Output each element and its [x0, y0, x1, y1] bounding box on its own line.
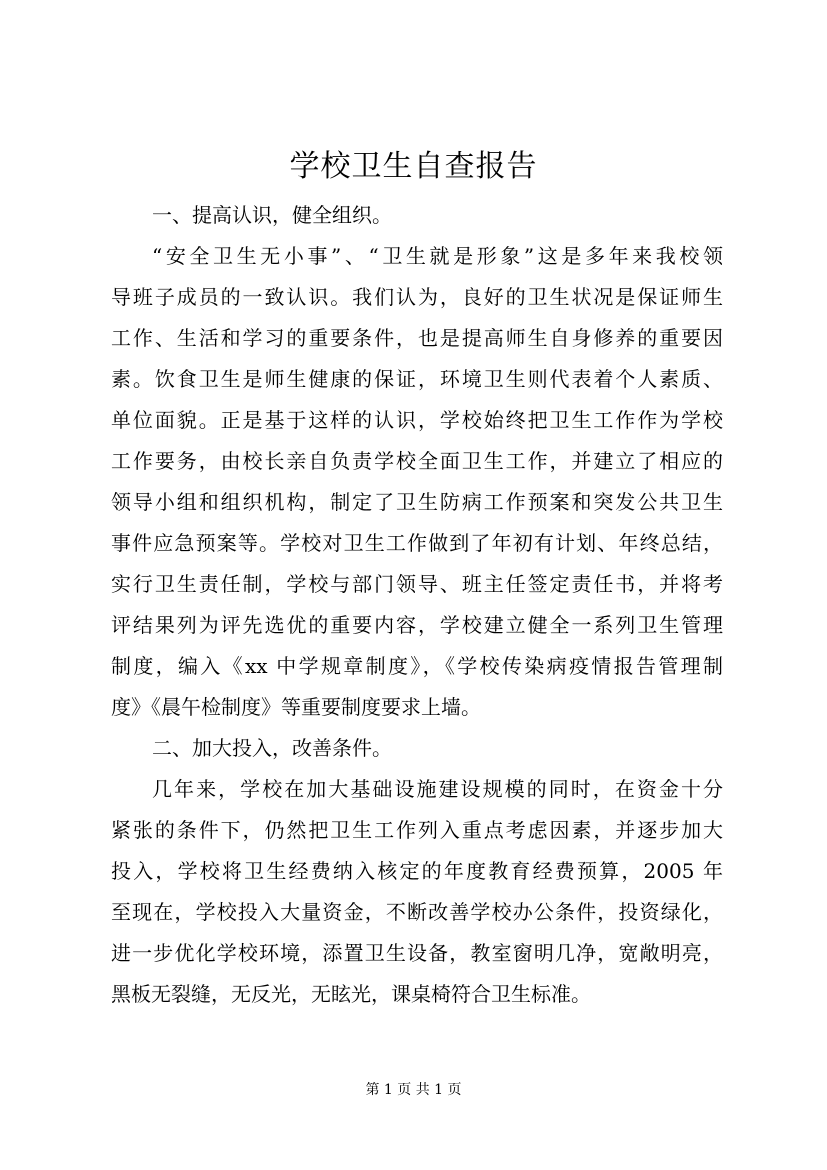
paragraph-line: 导班子成员的一致认识。我们认为，良好的卫生状况是保证师生: [111, 285, 723, 309]
paragraph-line: 度》《晨午检制度》等重要制度要求上墙。: [111, 695, 481, 719]
paragraph-line: 素。饮食卫生是师生健康的保证，环境卫生则代表着个人素质、: [111, 367, 723, 391]
paragraph-line: 投入，学校将卫生经费纳入核定的年度教育经费预算，2005 年: [111, 859, 723, 883]
paragraph-line: 评结果列为评先选优的重要内容，学校建立健全一系列卫生管理: [111, 613, 723, 637]
document-body: [111, 195, 723, 1015]
paragraph-line: “安全卫生无小事”、“卫生就是形象”这是多年来我校领: [152, 244, 723, 268]
paragraph-line: 紧张的条件下，仍然把卫生工作列入重点考虑因素，并逐步加大: [111, 818, 723, 842]
paragraph-line: 领导小组和组织机构，制定了卫生防病工作预案和突发公共卫生: [111, 490, 723, 514]
section-heading-2: 二、加大投入，改善条件。: [152, 736, 392, 760]
document-title: 学校卫生自查报告: [289, 149, 538, 184]
paragraph-line: 单位面貌。正是基于这样的认识，学校始终把卫生工作作为学校: [111, 408, 723, 432]
paragraph-line: 制度，编入《xx 中学规章制度》，《学校传染病疫情报告管理制: [111, 654, 723, 678]
paragraph-line: 至现在，学校投入大量资金，不断改善学校办公条件，投资绿化，: [111, 900, 723, 924]
paragraph-line: 黑板无裂缝，无反光，无眩光，课桌椅符合卫生标准。: [111, 982, 591, 1006]
paragraph-line: 工作要务，由校长亲自负责学校全面卫生工作，并建立了相应的: [111, 449, 723, 473]
section-heading-1: 一、提高认识，健全组织。: [152, 203, 392, 227]
paragraph-line: 工作、生活和学习的重要条件，也是提高师生自身修养的重要因: [111, 326, 723, 350]
paragraph-line: 进一步优化学校环境，添置卫生设备，教室窗明几净，宽敞明亮，: [111, 941, 723, 965]
paragraph-line: 实行卫生责任制，学校与部门领导、班主任签定责任书，并将考: [111, 572, 723, 596]
page-footer: 第 1 页 共 1 页: [365, 1082, 462, 1098]
paragraph-line: 几年来，学校在加大基础设施建设规模的同时，在资金十分: [152, 777, 723, 801]
paragraph-line: 事件应急预案等。学校对卫生工作做到了年初有计划、年终总结，: [111, 531, 723, 555]
